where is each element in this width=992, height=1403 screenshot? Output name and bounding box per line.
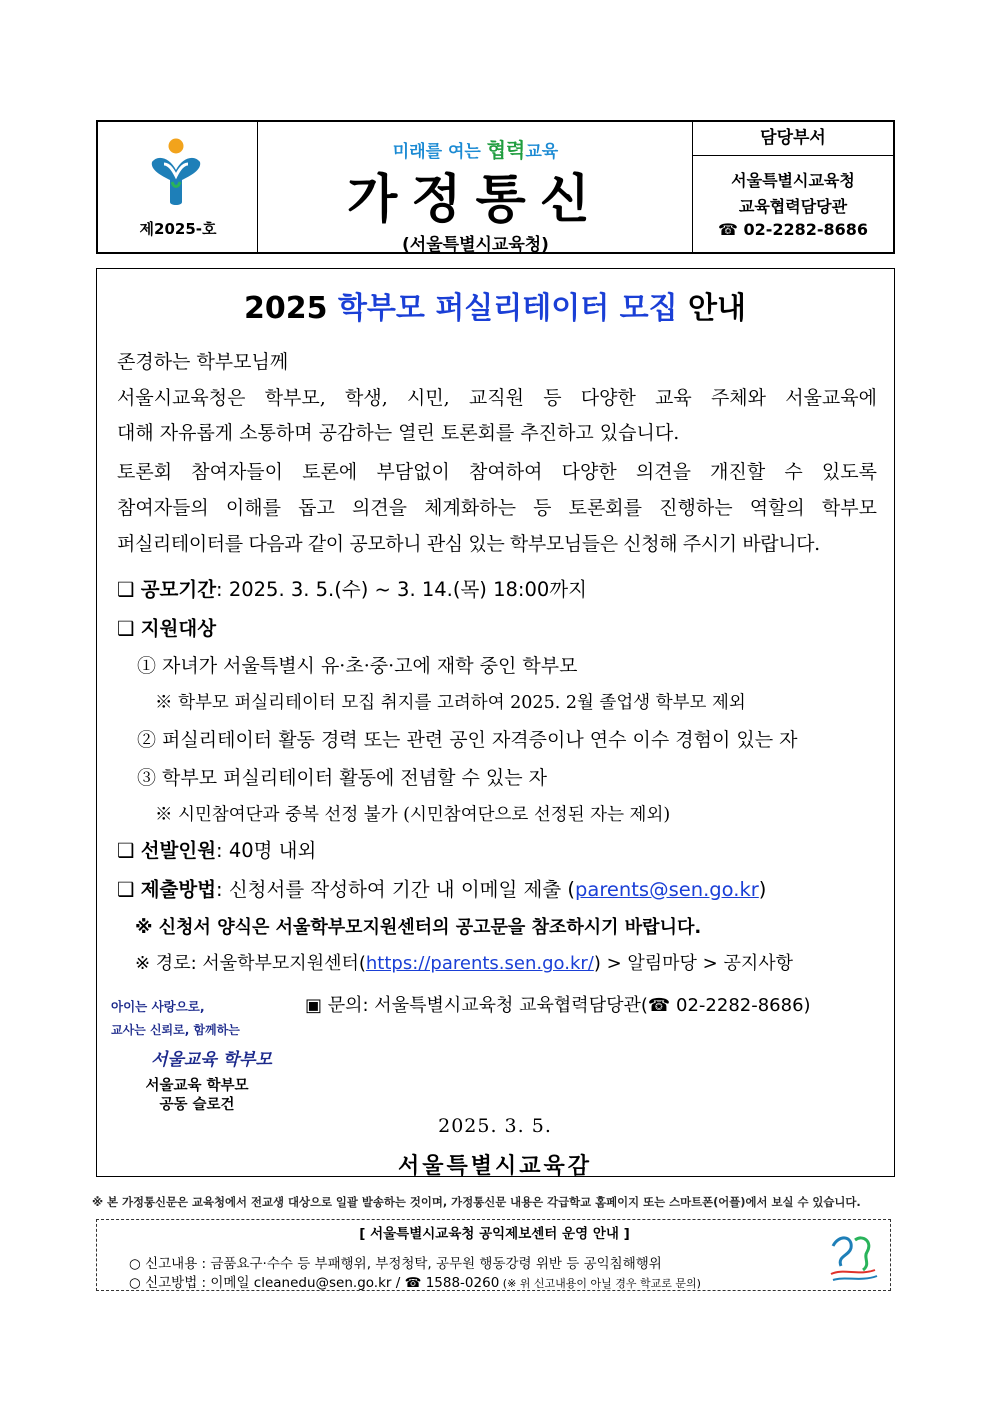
section-count: ❑ 선발인원: 40명 내외: [117, 839, 317, 862]
section-eligibility: ❑ 지원대상: [117, 617, 217, 640]
dept-office: 교육협력담당관: [738, 197, 848, 216]
notice-box: [96, 268, 895, 1177]
dept-label: 담당부서: [693, 122, 893, 156]
phone-icon: ☎: [717, 220, 738, 239]
bullet-icon: ❑: [117, 617, 135, 640]
eligibility-item-1: ① 자녀가 서울특별시 유·초·중·고에 재학 중인 학부모: [137, 655, 578, 677]
intro-para-1-line-2: 대해 자유롭게 소통하며 공감하는 열린 토론회를 추진하고 있습니다.: [117, 422, 680, 444]
dept-phone-line: [693, 220, 893, 239]
report-center-title: [ 서울특별시교육청 공익제보센터 운영 안내 ]: [359, 1226, 630, 1242]
report-center-box: [96, 1219, 891, 1291]
intro-para-1-line-1: 서울시교육청은 학부모, 학생, 시민, 교직원 등 다양한 교육 주체와 서울교육에: [117, 387, 877, 409]
notice-title: 2025 학부모 퍼실리테이터 모집 안내: [243, 291, 747, 326]
bullet-icon: ❑: [117, 878, 135, 901]
seoul-education-logo-icon: [144, 136, 208, 208]
header-dept-cell: [693, 122, 893, 252]
report-method-line: ○ 신고방법 : 이메일 cleanedu@sen.go.kr / ☎ 1588-0260 (※ 위 신고내용이 아닐 경우 학교로 문의): [129, 1275, 701, 1291]
header-title-cell: [258, 122, 693, 255]
eligibility-item-2: ② 퍼실리테이터 활동 경력 또는 관련 공인 자격증이나 연수 이수 경험이 있는 자: [137, 729, 798, 751]
header-title: 가정통신: [347, 170, 604, 230]
header-logo-cell: [98, 122, 258, 252]
notice-signer: 서울특별시교육감: [397, 1154, 593, 1179]
header-subtitle: (서울특별시교육청): [402, 235, 549, 255]
header-box: [96, 120, 895, 254]
intro-para-2-line-1: 토론회 참여자들이 토론에 부담없이 참여하여 다양한 의견을 개진할 수 있도록: [117, 461, 877, 483]
bullet-icon: ❑: [117, 578, 135, 601]
section-submit: ❑ 제출방법: 신청서를 작성하여 기간 내 이메일 제출 (parents@sen.go.kr): [117, 878, 767, 901]
path-note: ※ 경로: 서울학부모지원센터(https://parents.sen.go.kr/) > 알림마당 > 공지사항: [135, 953, 794, 974]
slogan-logo-line-2: 교사는 신뢰로, 함께하는: [111, 1023, 240, 1037]
slogan-logo-line-1: 아이는 사랑으로,: [111, 999, 205, 1014]
bullet-icon: ❑: [117, 839, 135, 862]
slogan-logo-line-3: 서울교육 학부모: [151, 1050, 272, 1070]
issue-number: 제2025-호: [139, 220, 217, 238]
notice-date: 2025. 3. 5.: [438, 1115, 552, 1137]
eligibility-item-3: ③ 학부모 퍼실리테이터 활동에 전념할 수 있는 자: [137, 767, 548, 789]
distribution-note: ※ 본 가정통신문은 교육청에서 전교생 대상으로 일괄 발송하는 것이며, 가정통신문 내용은 각급학교 홈페이지 또는 스마트폰(어플)에서 보실 수 있습니다.: [92, 1195, 861, 1209]
header-slogan: 미래를 여는 협력교육: [392, 138, 559, 162]
intro-para-2-line-2: 참여자들의 이해를 돕고 의견을 체계화하는 등 토론회를 진행하는 역할의 학부모: [117, 497, 877, 519]
contact-info: ▣ 문의: 서울특별시교육청 교육협력담당관(☎ 02-2282-8686): [305, 995, 811, 1016]
slogan-caption: 서울교육 학부모 공동 슬로건: [145, 1078, 249, 1113]
clean-seoul-logo-icon: [823, 1226, 883, 1286]
report-content-line: ○ 신고내용 : 금품요구·수수 등 부패행위, 부정청탁, 공무원 행동강령 위반 등 공익침해행위: [129, 1256, 662, 1272]
form-note: ※ 신청서 양식은 서울학부모지원센터의 공고문을 참조하시기 바랍니다.: [135, 917, 702, 938]
intro-para-2-line-3: 퍼실리테이터를 다음과 같이 공모하니 관심 있는 학부모님들은 신청해 주시기 바랍니다.: [117, 533, 820, 555]
dept-phone: 02-2282-8686: [743, 220, 869, 239]
greeting: 존경하는 학부모님께: [117, 351, 289, 373]
eligibility-item-1-note: ※ 학부모 퍼실리테이터 모집 취지를 고려하여 2025. 2월 졸업생 학부모 제외: [155, 693, 746, 713]
eligibility-item-3-note: ※ 시민참여단과 중복 선정 불가 (시민참여단으로 선정된 자는 제외): [155, 805, 671, 825]
parent-slogan-logo: [111, 989, 281, 1069]
contact-box-icon: ▣: [305, 995, 323, 1016]
section-period: ❑ 공모기간: 2025. 3. 5.(수) ~ 3. 14.(목) 18:00까지: [117, 578, 587, 601]
submit-email-link[interactable]: parents@sen.go.kr: [575, 878, 759, 901]
parents-center-link[interactable]: https://parents.sen.go.kr/: [365, 953, 594, 974]
dept-org: 서울특별시교육청: [731, 171, 855, 190]
